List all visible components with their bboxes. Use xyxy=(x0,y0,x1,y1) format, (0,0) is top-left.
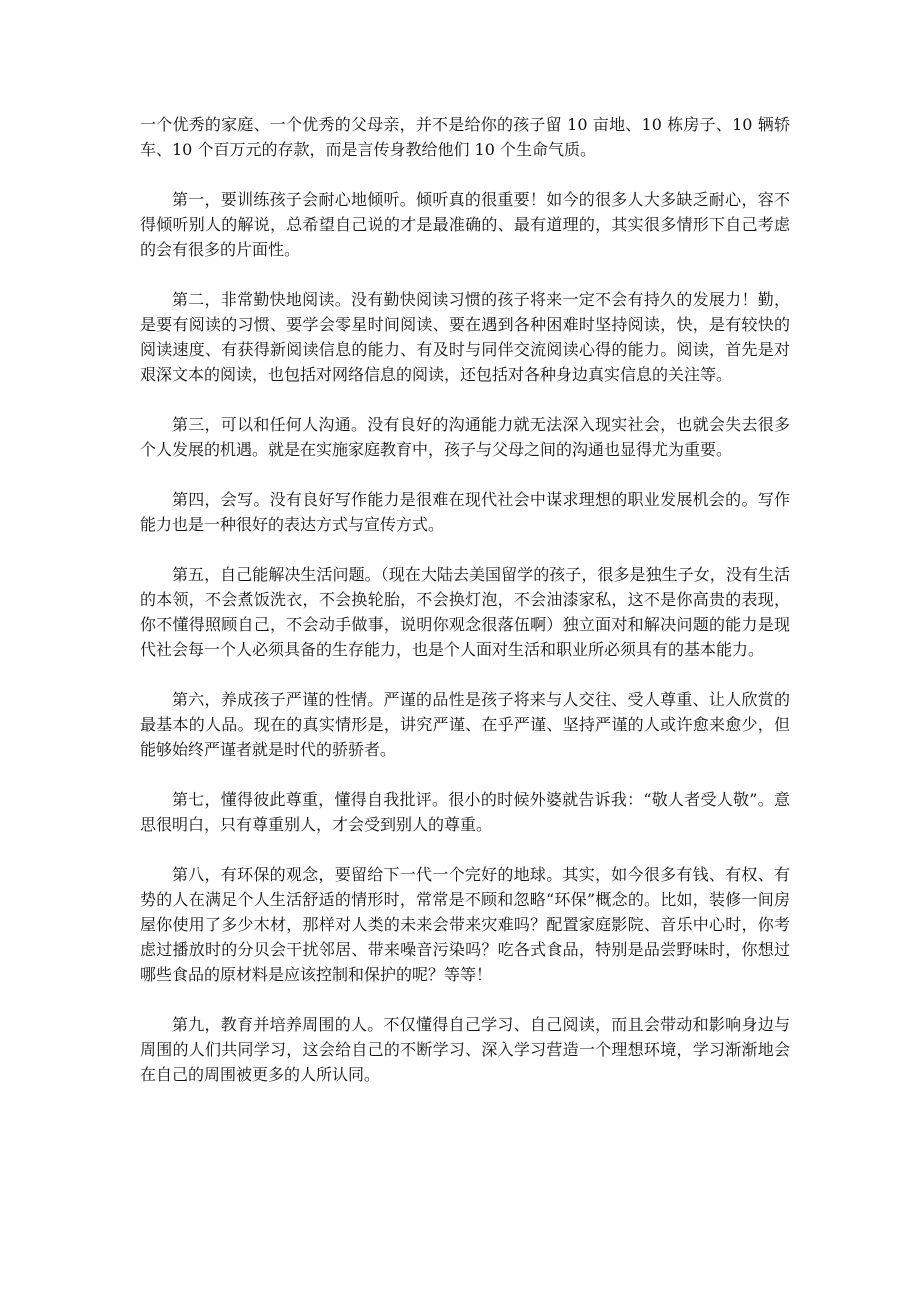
paragraph-ninth-educate-others: 第九，教育并培养周围的人。不仅懂得自己学习、自己阅读，而且会带动和影响身边与周围的人们共同学习，这会给自己的不断学习、深入学习营造一个理想环境，学习渐渐地会在自己的周围被更多的人所认同。 xyxy=(140,1015,790,1084)
paragraph-seventh-respect: 第七，懂得彼此尊重，懂得自我批评。很小的时候外婆就告诉我：“敬人者受人敬”。意思很明白，只有尊重别人，才会受到别人的尊重。 xyxy=(140,790,790,834)
paragraph-fourth-writing: 第四，会写。没有良好写作能力是很难在现代社会中谋求理想的职业发展机会的。写作能力也是一种很好的表达方式与宣传方式。 xyxy=(140,490,790,534)
paragraph-third-communication: 第三，可以和任何人沟通。没有良好的沟通能力就无法深入现实社会，也就会失去很多个人发展的机遇。就是在实施家庭教育中，孩子与父母之间的沟通也显得尤为重要。 xyxy=(140,415,790,459)
document-body xyxy=(140,112,790,1112)
paragraph-fifth-life-skills: 第五，自己能解决生活问题。（现在大陆去美国留学的孩子，很多是独生子女，没有生活的本领，不会煮饭洗衣，不会换轮胎，不会换灯泡，不会油漆家私，这不是你高贵的表现，你不懂得照顾自己，不会动手做事，说明你观念很落伍啊）独立面对和解决问题的能力是现代社会每一个人必须具备的生存能力，也是个人面对生活和职业所必须具有的基本能力。 xyxy=(140,565,790,659)
intro-paragraph: 一个优秀的家庭、一个优秀的父母亲，并不是给你的孩子留 10 亩地、10 栋房子、10 辆轿车、10 个百万元的存款，而是言传身教给他们 10 个生命气质。 xyxy=(140,115,790,159)
paragraph-eighth-environment: 第八，有环保的观念，要留给下一代一个完好的地球。其实，如今很多有钱、有权、有势的人在满足个人生活舒适的情形时，常常是不顾和忽略“环保”概念的。比如，装修一间房屋你使用了多少木材，那样对人类的未来会带来灾难吗？配置家庭影院、音乐中心时，你考虑过播放时的分贝会干扰邻居、带来噪音污染吗？吃各式食品，特别是品尝野味时，你想过哪些食品的原材料是应该控制和保护的呢？等等！ xyxy=(140,865,790,984)
paragraph-first-listening: 第一，要训练孩子会耐心地倾听。倾听真的很重要！如今的很多人大多缺乏耐心，容不得倾听别人的解说，总希望自己说的才是最准确的、最有道理的，其实很多情形下自己考虑的会有很多的片面性。 xyxy=(140,190,790,259)
paragraph-sixth-rigor: 第六，养成孩子严谨的性情。严谨的品性是孩子将来与人交往、受人尊重、让人欣赏的最基本的人品。现在的真实情形是，讲究严谨、在乎严谨、坚持严谨的人或许愈来愈少，但能够始终严谨者就是时代的骄骄者。 xyxy=(140,690,790,759)
paragraph-second-reading: 第二，非常勤快地阅读。没有勤快阅读习惯的孩子将来一定不会有持久的发展力！勤，是要有阅读的习惯、要学会零星时间阅读、要在遇到各种困难时坚持阅读，快，是有较快的阅读速度、有获得新阅读信息的能力、有及时与同伴交流阅读心得的能力。阅读，首先是对艰深文本的阅读，也包括对网络信息的阅读，还包括对各种身边真实信息的关注等。 xyxy=(140,290,790,384)
